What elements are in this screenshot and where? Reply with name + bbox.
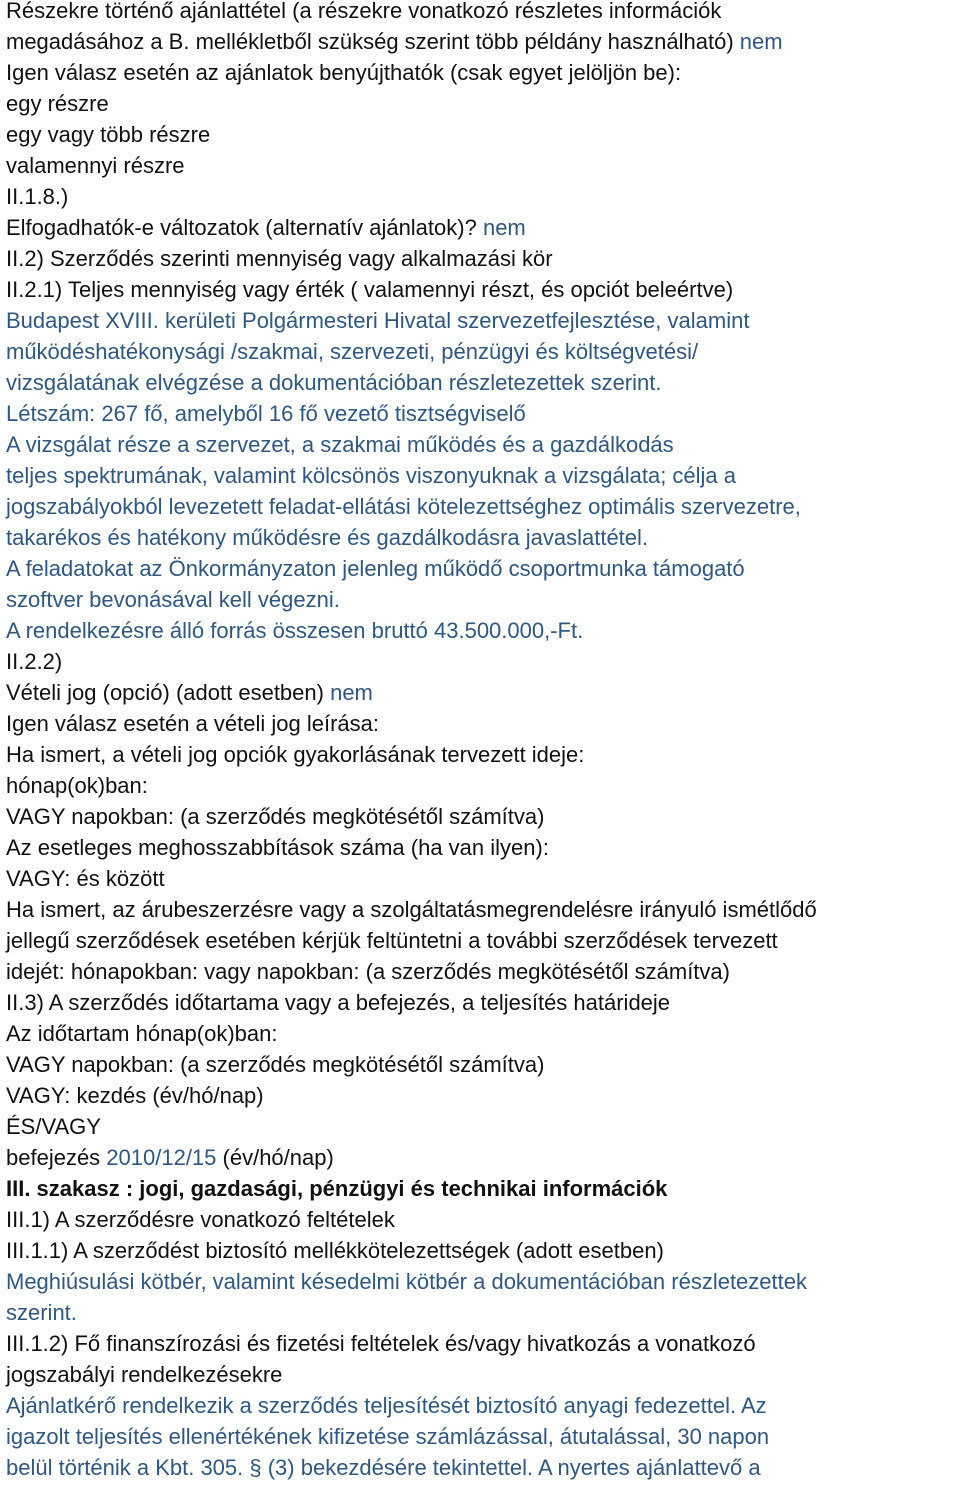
label-text: megadásához a B. mellékletből szükség szerint több példány használható) <box>6 29 740 54</box>
label-text: III.1.2) Fő finanszírozási és fizetési feltételek és/vagy hivatkozás a vonatkozó <box>6 1331 756 1356</box>
text-line <box>6 1142 960 1173</box>
text-line <box>6 1297 960 1328</box>
label-text: Az időtartam hónap(ok)ban: <box>6 1021 278 1046</box>
text-line <box>6 739 960 770</box>
text-line <box>6 1173 960 1204</box>
text-line <box>6 677 960 708</box>
text-line <box>6 243 960 274</box>
highlighted-text: Létszám: 267 fő, amelyből 16 fő vezető tisztségviselő <box>6 401 526 426</box>
highlighted-text: A rendelkezésre álló forrás összesen bruttó 43.500.000,-Ft. <box>6 618 584 643</box>
label-text: Részekre történő ajánlattétel (a részekre vonatkozó részletes információk <box>6 0 722 23</box>
text-line <box>6 584 960 615</box>
text-line <box>6 181 960 212</box>
text-line <box>6 832 960 863</box>
label-text: VAGY napokban: (a szerződés megkötésétől számítva) <box>6 804 545 829</box>
text-line <box>6 429 960 460</box>
text-line <box>6 460 960 491</box>
text-line <box>6 1359 960 1390</box>
text-line <box>6 956 960 987</box>
label-text: ÉS/VAGY <box>6 1114 101 1139</box>
text-line <box>6 0 960 26</box>
label-text: VAGY napokban: (a szerződés megkötésétől számítva) <box>6 1052 545 1077</box>
text-line <box>6 305 960 336</box>
label-text: (év/hó/nap) <box>216 1145 334 1170</box>
text-line <box>6 1111 960 1142</box>
highlighted-text: A vizsgálat része a szervezet, a szakmai működés és a gazdálkodás <box>6 432 674 457</box>
highlighted-text: vizsgálatának elvégzése a dokumentációban részletezettek szerint. <box>6 370 662 395</box>
highlighted-text: szerint. <box>6 1300 77 1325</box>
text-line <box>6 88 960 119</box>
section-heading: III. szakasz : jogi, gazdasági, pénzügyi és technikai információk <box>6 1176 668 1201</box>
text-line <box>6 1328 960 1359</box>
label-text: VAGY: kezdés (év/hó/nap) <box>6 1083 264 1108</box>
highlighted-text: jogszabályokból levezetett feladat-ellátási kötelezettséghez optimális szervezetre, <box>6 494 801 519</box>
highlighted-text: szoftver bevonásával kell végezni. <box>6 587 340 612</box>
text-line <box>6 491 960 522</box>
text-line <box>6 119 960 150</box>
label-text: II.3) A szerződés időtartama vagy a befejezés, a teljesítés határideje <box>6 990 671 1015</box>
text-line <box>6 26 960 57</box>
label-text: II.2.2) <box>6 649 63 674</box>
text-line <box>6 770 960 801</box>
text-line <box>6 1390 960 1421</box>
label-text: Elfogadhatók-e változatok (alternatív ajánlatok)? <box>6 215 483 240</box>
label-text: hónap(ok)ban: <box>6 773 148 798</box>
highlighted-text: működéshatékonysági /szakmai, szervezeti, pénzügyi és költségvetési/ <box>6 339 699 364</box>
text-line <box>6 1204 960 1235</box>
highlighted-text: takarékos és hatékony működésre és gazdálkodásra javaslattétel. <box>6 525 649 550</box>
label-text: VAGY: és között <box>6 866 165 891</box>
text-line <box>6 367 960 398</box>
highlighted-text: belül történik a Kbt. 305. § (3) bekezdésére tekintettel. A nyertes ajánlattevő a <box>6 1455 761 1480</box>
label-text: II.2.1) Teljes mennyiség vagy érték ( valamennyi részt, és opciót beleértve) <box>6 277 734 302</box>
highlighted-text: Meghiúsulási kötbér, valamint késedelmi kötbér a dokumentációban részletezettek <box>6 1269 807 1294</box>
label-text: II.2) Szerződés szerinti mennyiség vagy alkalmazási kör <box>6 246 553 271</box>
highlighted-text: nem <box>482 215 526 240</box>
highlighted-text: teljes spektrumának, valamint kölcsönös viszonyuknak a vizsgálata; célja a <box>6 463 737 488</box>
text-line <box>6 57 960 88</box>
highlighted-text: A feladatokat az Önkormányzaton jelenleg működő csoportmunka támogató <box>6 556 745 581</box>
text-line <box>6 336 960 367</box>
label-text: befejezés <box>6 1145 107 1170</box>
highlighted-text: nem <box>330 680 373 705</box>
text-line <box>6 1080 960 1111</box>
label-text: egy vagy több részre <box>6 122 211 147</box>
label-text: II.1.8.) <box>6 184 69 209</box>
text-line <box>6 1266 960 1297</box>
label-text: valamennyi részre <box>6 153 185 178</box>
label-text: Ha ismert, a vételi jog opciók gyakorlásának tervezett ideje: <box>6 742 585 767</box>
label-text: III.1) A szerződésre vonatkozó feltételek <box>6 1207 395 1232</box>
text-line <box>6 553 960 584</box>
text-line <box>6 894 960 925</box>
text-line <box>6 1049 960 1080</box>
highlighted-text: igazolt teljesítés ellenértékének kifizetése számlázással, átutalással, 30 napon <box>6 1424 770 1449</box>
label-text: jellegű szerződések esetében kérjük feltüntetni a további szerződések tervezett <box>6 928 778 953</box>
text-line <box>6 1235 960 1266</box>
text-line <box>6 1018 960 1049</box>
text-line <box>6 615 960 646</box>
label-text: Ha ismert, az árubeszerzésre vagy a szolgáltatásmegrendelésre irányuló ismétlődő <box>6 897 817 922</box>
text-line <box>6 646 960 677</box>
label-text: egy részre <box>6 91 109 116</box>
label-text: Az esetleges meghosszabbítások száma (ha van ilyen): <box>6 835 549 860</box>
text-line <box>6 801 960 832</box>
label-text: jogszabályi rendelkezésekre <box>6 1362 283 1387</box>
text-line <box>6 398 960 429</box>
label-text: III.1.1) A szerződést biztosító mellékkötelezettségek (adott esetben) <box>6 1238 664 1263</box>
highlighted-text: nem <box>739 29 783 54</box>
text-line <box>6 522 960 553</box>
label-text: Igen válasz esetén a vételi jog leírása: <box>6 711 380 736</box>
text-line <box>6 212 960 243</box>
text-line <box>6 987 960 1018</box>
label-text: idejét: hónapokban: vagy napokban: (a szerződés megkötésétől számítva) <box>6 959 730 984</box>
highlighted-text: Budapest XVIII. kerületi Polgármesteri Hivatal szervezetfejlesztése, valamint <box>6 308 750 333</box>
label-text: Igen válasz esetén az ajánlatok benyújthatók (csak egyet jelöljön be): <box>6 60 682 85</box>
text-line <box>6 925 960 956</box>
label-text: Vételi jog (opció) (adott esetben) <box>6 680 331 705</box>
highlighted-text: 2010/12/15 <box>106 1145 217 1170</box>
text-line <box>6 1452 960 1483</box>
highlighted-text: Ajánlatkérő rendelkezik a szerződés teljesítését biztosító anyagi fedezettel. Az <box>6 1393 767 1418</box>
text-line <box>6 150 960 181</box>
text-line <box>6 708 960 739</box>
text-line <box>6 863 960 894</box>
text-line <box>6 1421 960 1452</box>
text-line <box>6 274 960 305</box>
